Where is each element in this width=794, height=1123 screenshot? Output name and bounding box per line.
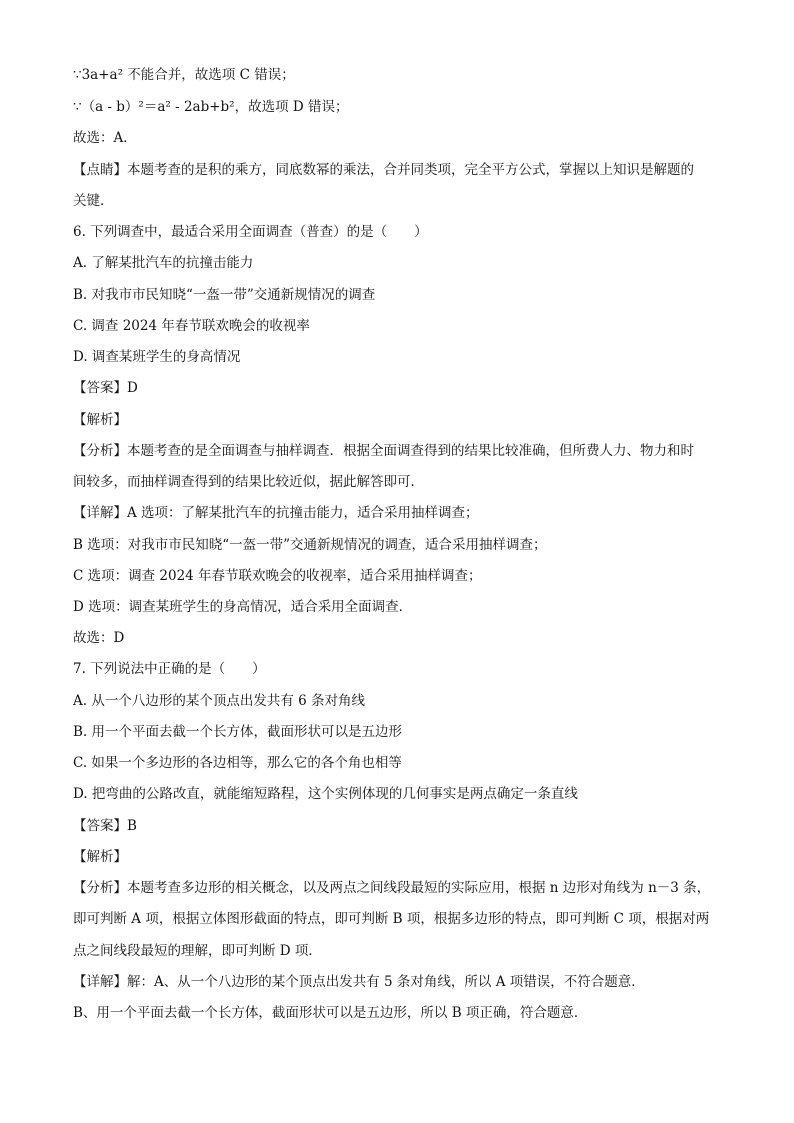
text-line: 【分析】本题考查的是全面调查与抽样调查．根据全面调查得到的结果比较准确，但所费人力、物力和时 (73, 443, 694, 459)
text-line: 故选：A． (73, 130, 137, 146)
question-7-option-b: B. 用一个平面去截一个长方体，截面形状可以是五边形 (73, 724, 403, 740)
text-line: ∵（a - b）²＝a² - 2ab+b²，故选项 D 错误； (73, 99, 349, 115)
text-line: 即可判断 A 项，根据立体图形截面的特点，即可判断 B 项，根据多边形的特点，即可判断 C 项，根据对两 (73, 911, 710, 927)
question-7-option-c: C. 如果一个多边形的各边相等，那么它的各个角也相等 (73, 755, 402, 771)
analysis-label: 【解析】 (73, 412, 127, 428)
question-6-option-c: C. 调查 2024 年春节联欢晚会的收视率 (73, 318, 310, 334)
answer-label: 【答案】B (73, 818, 137, 834)
answer-label: 【答案】D (73, 380, 138, 396)
question-6-option-a: A. 了解某批汽车的抗撞击能力 (73, 255, 254, 271)
question-6-stem: 6. 下列调查中，最适合采用全面调查（普查）的是（ ） (73, 224, 428, 240)
question-6-option-d: D. 调查某班学生的身高情况 (73, 349, 241, 365)
question-7-stem: 7. 下列说法中正确的是（ ） (73, 661, 266, 677)
text-line: 【详解】解：A、从一个八边形的某个顶点出发共有 5 条对角线，所以 A 项错误，不符合题意． (73, 974, 645, 990)
question-6-option-b: B. 对我市市民知晓“一盔一带”交通新规情况的调查 (73, 287, 376, 303)
text-line: 关键． (73, 193, 114, 209)
text-line: 【分析】本题考查多边形的相关概念，以及两点之间线段最短的实际应用，根据 n 边形对角线为 n－3 条， (73, 880, 711, 896)
text-line: 故选：D (73, 630, 125, 646)
question-7-option-d: D. 把弯曲的公路改直，就能缩短路程，这个实例体现的几何事实是两点确定一条直线 (73, 786, 578, 802)
text-line: 【点睛】本题考查的是积的乘方，同底数幂的乘法，合并同类项，完全平方公式，掌握以上知识是解题的 (73, 162, 694, 178)
text-line: B 选项：对我市市民知晓“一盔一带”交通新规情况的调查，适合采用抽样调查； (73, 537, 547, 553)
text-line: D 选项：调查某班学生的身高情况，适合采用全面调查． (73, 599, 413, 615)
text-line: C 选项：调查 2024 年春节联欢晚会的收视率，适合采用抽样调查； (73, 568, 482, 584)
question-7-option-a: A. 从一个八边形的某个顶点出发共有 6 条对角线 (73, 693, 366, 709)
analysis-label: 【解析】 (73, 849, 127, 865)
text-line: 点之间线段最短的理解，即可判断 D 项． (73, 943, 322, 959)
text-line: ∵3a+a² 不能合并，故选项 C 错误； (73, 67, 295, 83)
text-line: 【详解】A 选项：了解某批汽车的抗撞击能力，适合采用抽样调查； (73, 505, 479, 521)
text-line: 间较多，而抽样调查得到的结果比较近似，据此解答即可． (73, 474, 424, 490)
text-line: B、用一个平面去截一个长方体，截面形状可以是五边形，所以 B 项正确，符合题意． (73, 1005, 588, 1021)
